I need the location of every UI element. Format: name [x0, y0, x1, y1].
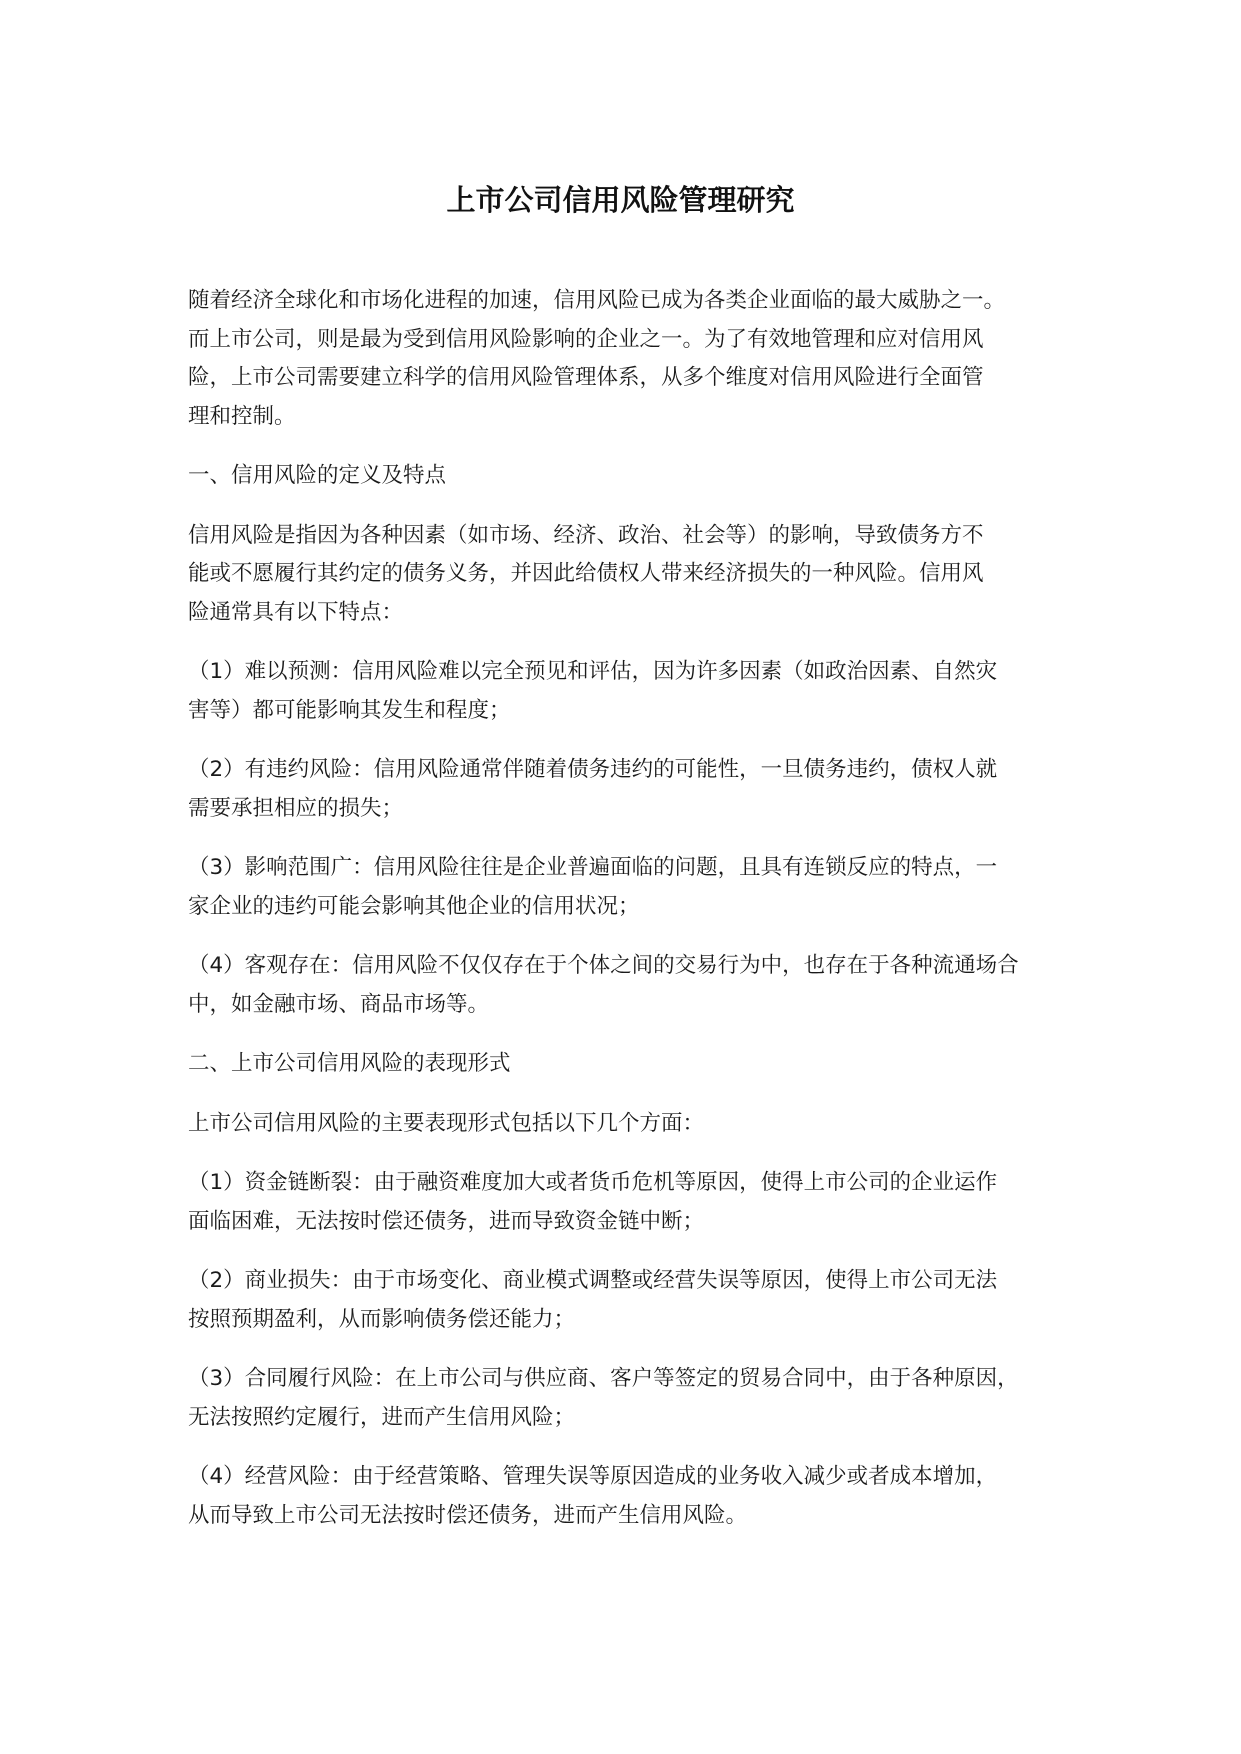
paragraph — [188, 1164, 1068, 1241]
paragraph-line: 面临困难，无法按时偿还债务，进而导致资金链中断； — [188, 1208, 705, 1234]
paragraph-line: （3）影响范围广：信用风险往往是企业普遍面临的问题，且具有连锁反应的特点，一 — [188, 855, 998, 880]
paragraph-line: 而上市公司，则是最为受到信用风险影响的企业之一。为了有效地管理和应对信用风 — [188, 326, 984, 352]
paragraph — [188, 1105, 1068, 1144]
paragraph-line: 理和控制。 — [188, 403, 296, 429]
paragraph-line: 从而导致上市公司无法按时偿还债务，进而产生信用风险。 — [188, 1502, 748, 1528]
paragraph-line: 需要承担相应的损失； — [188, 795, 404, 821]
paragraph — [188, 1458, 1068, 1535]
paragraph-line: 险通常具有以下特点： — [188, 599, 404, 625]
paragraph — [188, 947, 1068, 1024]
paragraph-line: （2）商业损失：由于市场变化、商业模式调整或经营失误等原因，使得上市公司无法 — [188, 1268, 998, 1293]
paragraph — [188, 751, 1068, 828]
section-heading — [188, 457, 1068, 496]
paragraph-line: 信用风险是指因为各种因素（如市场、经济、政治、社会等）的影响，导致债务方不 — [188, 522, 984, 548]
paragraph-line: （3）合同履行风险：在上市公司与供应商、客户等签定的贸易合同中，由于各种原因， — [188, 1366, 1019, 1391]
paragraph — [188, 282, 1068, 436]
paragraph — [188, 849, 1068, 926]
document-body — [188, 282, 1068, 1556]
paragraph-line: 家企业的违约可能会影响其他企业的信用状况； — [188, 893, 640, 919]
paragraph-line: 险，上市公司需要建立科学的信用风险管理体系，从多个维度对信用风险进行全面管 — [188, 365, 984, 390]
paragraph — [188, 653, 1068, 730]
paragraph-line: 害等）都可能影响其发生和程度； — [188, 697, 511, 723]
paragraph-line: 上市公司信用风险的主要表现形式包括以下几个方面： — [188, 1110, 705, 1136]
paragraph-line: 一、信用风险的定义及特点 — [188, 463, 447, 488]
paragraph-line: （4）经营风险：由于经营策略、管理失误等原因造成的业务收入减少或者成本增加， — [188, 1464, 998, 1489]
paragraph-line: 能或不愿履行其约定的债务义务，并因此给债权人带来经济损失的一种风险。信用风 — [188, 561, 984, 586]
paragraph — [188, 1360, 1068, 1437]
paragraph-line: 随着经济全球化和市场化进程的加速，信用风险已成为各类企业面临的最大威胁之一。 — [188, 288, 1006, 313]
paragraph-line: 按照预期盈利，从而影响债务偿还能力； — [188, 1306, 576, 1332]
paragraph-line: （2）有违约风险：信用风险通常伴随着债务违约的可能性，一旦债务违约，债权人就 — [188, 757, 998, 782]
paragraph — [188, 517, 1068, 633]
paragraph-line: 无法按照约定履行，进而产生信用风险； — [188, 1404, 576, 1430]
paragraph-line: （1）难以预测：信用风险难以完全预见和评估，因为许多因素（如政治因素、自然灾 — [188, 659, 998, 684]
paragraph-line: 中，如金融市场、商品市场等。 — [188, 991, 490, 1017]
section-heading — [188, 1045, 1068, 1084]
paragraph-line: 二、上市公司信用风险的表现形式 — [188, 1051, 511, 1076]
paragraph — [188, 1262, 1068, 1339]
paragraph-line: （4）客观存在：信用风险不仅仅存在于个体之间的交易行为中，也存在于各种流通场合 — [188, 953, 1019, 978]
paragraph-line: （1）资金链断裂：由于融资难度加大或者货币危机等原因，使得上市公司的企业运作 — [188, 1170, 998, 1195]
document-title: 上市公司信用风险管理研究 — [446, 183, 795, 217]
